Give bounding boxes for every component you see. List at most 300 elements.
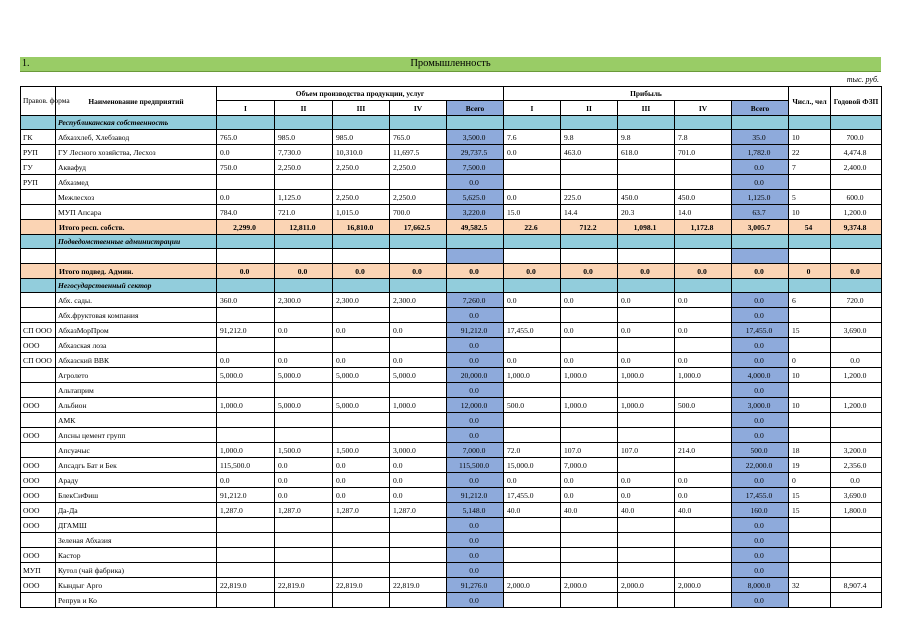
volume-q3-cell[interactable]: 10,310.0 <box>333 145 390 160</box>
profit-q1-cell[interactable]: 500.0 <box>504 398 561 413</box>
profit-q1-cell[interactable]: 0.0 <box>504 190 561 205</box>
volume-q3-cell[interactable] <box>333 428 390 443</box>
enterprise-name-cell[interactable]: Кутол (чай фабрика) <box>56 563 217 578</box>
profit-q3-cell[interactable] <box>618 413 675 428</box>
section-cell[interactable] <box>618 235 675 249</box>
volume-q2-cell[interactable] <box>275 175 333 190</box>
fzp-cell[interactable]: 1,200.0 <box>831 398 882 413</box>
profit-q1-cell[interactable]: 0.0 <box>504 293 561 308</box>
section-cell[interactable] <box>333 279 390 293</box>
fzp-cell[interactable]: 1,800.0 <box>831 503 882 518</box>
profit-q2-cell[interactable]: 0.0 <box>561 293 618 308</box>
profit-q3-cell[interactable] <box>618 458 675 473</box>
volume-q4-cell[interactable] <box>390 175 447 190</box>
fzp-cell[interactable] <box>831 428 882 443</box>
employees-cell[interactable]: 54 <box>789 220 831 235</box>
form-cell[interactable] <box>21 220 56 235</box>
empty-cell[interactable] <box>333 249 390 264</box>
profit-q4-cell[interactable]: 500.0 <box>675 398 732 413</box>
volume-q2-cell[interactable] <box>275 338 333 353</box>
volume-q3-cell[interactable] <box>333 338 390 353</box>
volume-q1-cell[interactable]: 91,212.0 <box>217 323 275 338</box>
fzp-cell[interactable] <box>831 383 882 398</box>
volume-q3-cell[interactable] <box>333 518 390 533</box>
volume-q4-cell[interactable]: 0.0 <box>390 473 447 488</box>
volume-total-cell[interactable]: 0.0 <box>447 473 504 488</box>
profit-q2-cell[interactable]: 0.0 <box>561 264 618 279</box>
profit-total-cell[interactable]: 3,000.0 <box>732 398 789 413</box>
profit-q4-cell[interactable]: 0.0 <box>675 353 732 368</box>
profit-q1-cell[interactable]: 17,455.0 <box>504 323 561 338</box>
profit-q2-cell[interactable]: 7,000.0 <box>561 458 618 473</box>
volume-q3-cell[interactable]: 0.0 <box>333 458 390 473</box>
employees-cell[interactable] <box>789 593 831 608</box>
profit-q3-cell[interactable] <box>618 428 675 443</box>
employees-cell[interactable] <box>789 518 831 533</box>
profit-q1-cell[interactable] <box>504 160 561 175</box>
volume-q3-cell[interactable]: 0.0 <box>333 323 390 338</box>
profit-q3-cell[interactable] <box>618 593 675 608</box>
volume-q1-cell[interactable] <box>217 308 275 323</box>
profit-total-cell[interactable]: 0.0 <box>732 383 789 398</box>
fzp-cell[interactable]: 0.0 <box>831 353 882 368</box>
profit-q4-cell[interactable] <box>675 428 732 443</box>
section-cell[interactable] <box>732 235 789 249</box>
fzp-cell[interactable] <box>831 533 882 548</box>
volume-total-cell[interactable]: 0.0 <box>447 548 504 563</box>
form-cell[interactable]: ООО <box>21 518 56 533</box>
profit-q1-cell[interactable]: 0.0 <box>504 473 561 488</box>
profit-q4-cell[interactable]: 450.0 <box>675 190 732 205</box>
volume-total-cell[interactable]: 5,625.0 <box>447 190 504 205</box>
volume-q2-cell[interactable]: 12,811.0 <box>275 220 333 235</box>
profit-total-cell[interactable]: 0.0 <box>732 473 789 488</box>
profit-q2-cell[interactable] <box>561 563 618 578</box>
volume-q1-cell[interactable] <box>217 383 275 398</box>
employees-cell[interactable]: 6 <box>789 293 831 308</box>
profit-q1-cell[interactable]: 40.0 <box>504 503 561 518</box>
volume-q4-cell[interactable] <box>390 383 447 398</box>
profit-total-cell[interactable]: 0.0 <box>732 563 789 578</box>
volume-q4-cell[interactable]: 5,000.0 <box>390 368 447 383</box>
profit-q4-cell[interactable]: 1,000.0 <box>675 368 732 383</box>
section-cell[interactable] <box>390 116 447 130</box>
fzp-cell[interactable] <box>831 518 882 533</box>
fzp-cell[interactable]: 720.0 <box>831 293 882 308</box>
volume-q1-cell[interactable]: 0.0 <box>217 145 275 160</box>
profit-total-cell[interactable]: 160.0 <box>732 503 789 518</box>
volume-q1-cell[interactable] <box>217 175 275 190</box>
volume-q2-cell[interactable]: 721.0 <box>275 205 333 220</box>
fzp-cell[interactable] <box>831 413 882 428</box>
profit-q2-cell[interactable]: 0.0 <box>561 323 618 338</box>
profit-q3-cell[interactable]: 0.0 <box>618 473 675 488</box>
volume-q2-cell[interactable]: 0.0 <box>275 323 333 338</box>
volume-q1-cell[interactable]: 91,212.0 <box>217 488 275 503</box>
profit-q2-cell[interactable]: 107.0 <box>561 443 618 458</box>
form-cell[interactable]: ООО <box>21 548 56 563</box>
section-cell[interactable] <box>504 279 561 293</box>
profit-q4-cell[interactable]: 7.8 <box>675 130 732 145</box>
volume-q3-cell[interactable]: 1,500.0 <box>333 443 390 458</box>
section-cell[interactable] <box>789 235 831 249</box>
employees-cell[interactable]: 18 <box>789 443 831 458</box>
profit-q2-cell[interactable]: 1,000.0 <box>561 398 618 413</box>
profit-q2-cell[interactable] <box>561 175 618 190</box>
form-cell[interactable]: ГУ <box>21 160 56 175</box>
employees-cell[interactable]: 0 <box>789 473 831 488</box>
form-cell[interactable]: ГК <box>21 130 56 145</box>
profit-q2-cell[interactable] <box>561 548 618 563</box>
profit-q3-cell[interactable] <box>618 160 675 175</box>
section-cell[interactable] <box>217 235 275 249</box>
profit-q2-cell[interactable]: 0.0 <box>561 473 618 488</box>
profit-q3-cell[interactable]: 40.0 <box>618 503 675 518</box>
enterprise-name-cell[interactable]: Абх.фруктовая компания <box>56 308 217 323</box>
form-cell[interactable] <box>21 443 56 458</box>
volume-q2-cell[interactable] <box>275 413 333 428</box>
volume-q1-cell[interactable]: 1,000.0 <box>217 443 275 458</box>
profit-q3-cell[interactable]: 20.3 <box>618 205 675 220</box>
employees-cell[interactable]: 10 <box>789 130 831 145</box>
volume-q2-cell[interactable]: 2,300.0 <box>275 293 333 308</box>
volume-q4-cell[interactable]: 2,300.0 <box>390 293 447 308</box>
volume-q4-cell[interactable] <box>390 563 447 578</box>
form-cell[interactable]: ООО <box>21 398 56 413</box>
volume-q1-cell[interactable]: 784.0 <box>217 205 275 220</box>
profit-total-cell[interactable]: 1,782.0 <box>732 145 789 160</box>
volume-q1-cell[interactable]: 0.0 <box>217 190 275 205</box>
form-cell[interactable] <box>21 593 56 608</box>
employees-cell[interactable]: 0 <box>789 353 831 368</box>
volume-q4-cell[interactable] <box>390 338 447 353</box>
profit-q1-cell[interactable]: 15,000.0 <box>504 458 561 473</box>
volume-q3-cell[interactable] <box>333 563 390 578</box>
section-cell[interactable] <box>675 235 732 249</box>
fzp-cell[interactable]: 8,907.4 <box>831 578 882 593</box>
employees-cell[interactable]: 22 <box>789 145 831 160</box>
profit-total-cell[interactable]: 0.0 <box>732 338 789 353</box>
enterprise-name-cell[interactable]: Зеленая Абхазия <box>56 533 217 548</box>
volume-q2-cell[interactable]: 985.0 <box>275 130 333 145</box>
volume-q3-cell[interactable]: 2,250.0 <box>333 160 390 175</box>
profit-q1-cell[interactable]: 15.0 <box>504 205 561 220</box>
volume-q3-cell[interactable] <box>333 383 390 398</box>
profit-q4-cell[interactable] <box>675 593 732 608</box>
profit-q3-cell[interactable] <box>618 548 675 563</box>
volume-q3-cell[interactable] <box>333 548 390 563</box>
profit-q2-cell[interactable] <box>561 518 618 533</box>
form-cell[interactable]: ООО <box>21 488 56 503</box>
profit-q4-cell[interactable] <box>675 533 732 548</box>
section-form-cell[interactable] <box>21 235 56 249</box>
volume-q2-cell[interactable]: 0.0 <box>275 353 333 368</box>
section-cell[interactable] <box>618 116 675 130</box>
volume-total-cell[interactable]: 0.0 <box>447 308 504 323</box>
volume-q2-cell[interactable] <box>275 563 333 578</box>
profit-total-cell[interactable]: 500.0 <box>732 443 789 458</box>
employees-cell[interactable]: 15 <box>789 323 831 338</box>
section-cell[interactable] <box>217 279 275 293</box>
profit-q4-cell[interactable] <box>675 518 732 533</box>
profit-q1-cell[interactable]: 2,000.0 <box>504 578 561 593</box>
volume-total-cell[interactable]: 0.0 <box>447 428 504 443</box>
volume-q4-cell[interactable] <box>390 413 447 428</box>
form-cell[interactable] <box>21 533 56 548</box>
volume-total-cell[interactable]: 0.0 <box>447 563 504 578</box>
form-cell[interactable]: ООО <box>21 503 56 518</box>
employees-cell[interactable]: 15 <box>789 503 831 518</box>
volume-q2-cell[interactable] <box>275 428 333 443</box>
volume-q1-cell[interactable]: 22,819.0 <box>217 578 275 593</box>
enterprise-name-cell[interactable]: Агролето <box>56 368 217 383</box>
volume-total-cell[interactable]: 20,000.0 <box>447 368 504 383</box>
enterprise-name-cell[interactable]: Альбион <box>56 398 217 413</box>
volume-q2-cell[interactable]: 5,000.0 <box>275 398 333 413</box>
volume-q4-cell[interactable] <box>390 548 447 563</box>
profit-q3-cell[interactable]: 0.0 <box>618 293 675 308</box>
profit-q3-cell[interactable]: 618.0 <box>618 145 675 160</box>
profit-q4-cell[interactable]: 0.0 <box>675 264 732 279</box>
volume-q1-cell[interactable] <box>217 563 275 578</box>
form-cell[interactable] <box>21 308 56 323</box>
profit-total-cell[interactable]: 63.7 <box>732 205 789 220</box>
empty-cell[interactable] <box>789 249 831 264</box>
profit-q4-cell[interactable] <box>675 308 732 323</box>
volume-q2-cell[interactable]: 0.0 <box>275 488 333 503</box>
empty-cell[interactable] <box>504 249 561 264</box>
profit-q2-cell[interactable]: 225.0 <box>561 190 618 205</box>
profit-q1-cell[interactable] <box>504 175 561 190</box>
profit-q1-cell[interactable] <box>504 413 561 428</box>
fzp-cell[interactable]: 2,356.0 <box>831 458 882 473</box>
form-cell[interactable]: СП ООО <box>21 353 56 368</box>
volume-q1-cell[interactable]: 1,287.0 <box>217 503 275 518</box>
section-cell[interactable] <box>333 116 390 130</box>
empty-cell[interactable] <box>447 249 504 264</box>
profit-q1-cell[interactable]: 0.0 <box>504 264 561 279</box>
volume-q3-cell[interactable]: 22,819.0 <box>333 578 390 593</box>
profit-q2-cell[interactable] <box>561 308 618 323</box>
volume-total-cell[interactable]: 0.0 <box>447 264 504 279</box>
profit-q4-cell[interactable]: 0.0 <box>675 488 732 503</box>
section-cell[interactable] <box>390 279 447 293</box>
volume-q1-cell[interactable]: 360.0 <box>217 293 275 308</box>
volume-q3-cell[interactable]: 0.0 <box>333 473 390 488</box>
volume-q4-cell[interactable] <box>390 593 447 608</box>
volume-q2-cell[interactable]: 1,125.0 <box>275 190 333 205</box>
employees-cell[interactable] <box>789 548 831 563</box>
enterprise-name-cell[interactable]: ДГАМШ <box>56 518 217 533</box>
volume-q4-cell[interactable]: 17,662.5 <box>390 220 447 235</box>
enterprise-name-cell[interactable]: БлекСиФиш <box>56 488 217 503</box>
fzp-cell[interactable]: 3,690.0 <box>831 488 882 503</box>
volume-q3-cell[interactable]: 5,000.0 <box>333 398 390 413</box>
empty-cell[interactable] <box>675 249 732 264</box>
profit-total-cell[interactable]: 0.0 <box>732 175 789 190</box>
volume-total-cell[interactable]: 5,148.0 <box>447 503 504 518</box>
section-cell[interactable] <box>217 116 275 130</box>
profit-q2-cell[interactable] <box>561 383 618 398</box>
employees-cell[interactable]: 32 <box>789 578 831 593</box>
profit-q1-cell[interactable] <box>504 548 561 563</box>
volume-q1-cell[interactable] <box>217 428 275 443</box>
profit-q1-cell[interactable] <box>504 338 561 353</box>
employees-cell[interactable]: 10 <box>789 398 831 413</box>
volume-q2-cell[interactable]: 1,500.0 <box>275 443 333 458</box>
profit-q4-cell[interactable]: 14.0 <box>675 205 732 220</box>
employees-cell[interactable]: 7 <box>789 160 831 175</box>
volume-q3-cell[interactable]: 16,810.0 <box>333 220 390 235</box>
profit-q3-cell[interactable]: 0.0 <box>618 353 675 368</box>
profit-total-cell[interactable]: 0.0 <box>732 548 789 563</box>
section-cell[interactable] <box>732 116 789 130</box>
profit-q3-cell[interactable] <box>618 563 675 578</box>
fzp-cell[interactable] <box>831 563 882 578</box>
volume-q2-cell[interactable] <box>275 308 333 323</box>
employees-cell[interactable]: 5 <box>789 190 831 205</box>
section-cell[interactable] <box>561 279 618 293</box>
enterprise-name-cell[interactable]: Араду <box>56 473 217 488</box>
profit-q1-cell[interactable] <box>504 563 561 578</box>
enterprise-name-cell[interactable]: АМК <box>56 413 217 428</box>
volume-q1-cell[interactable]: 115,500.0 <box>217 458 275 473</box>
volume-q4-cell[interactable]: 2,250.0 <box>390 190 447 205</box>
profit-q1-cell[interactable] <box>504 428 561 443</box>
enterprise-name-cell[interactable]: ГУ Лесного хозяйства, Лесхоз <box>56 145 217 160</box>
employees-cell[interactable] <box>789 533 831 548</box>
profit-q2-cell[interactable]: 0.0 <box>561 353 618 368</box>
profit-q4-cell[interactable] <box>675 563 732 578</box>
profit-q1-cell[interactable] <box>504 593 561 608</box>
profit-q2-cell[interactable] <box>561 428 618 443</box>
profit-total-cell[interactable]: 8,000.0 <box>732 578 789 593</box>
enterprise-name-cell[interactable]: Апсадгь Бат и Бек <box>56 458 217 473</box>
fzp-cell[interactable]: 4,474.8 <box>831 145 882 160</box>
volume-q1-cell[interactable] <box>217 548 275 563</box>
form-cell[interactable]: ООО <box>21 428 56 443</box>
profit-q1-cell[interactable]: 72.0 <box>504 443 561 458</box>
volume-total-cell[interactable]: 3,500.0 <box>447 130 504 145</box>
volume-q3-cell[interactable]: 5,000.0 <box>333 368 390 383</box>
form-cell[interactable] <box>21 205 56 220</box>
profit-q3-cell[interactable]: 1,098.1 <box>618 220 675 235</box>
volume-q4-cell[interactable]: 22,819.0 <box>390 578 447 593</box>
form-cell[interactable]: МУП <box>21 563 56 578</box>
volume-q3-cell[interactable]: 0.0 <box>333 353 390 368</box>
profit-q2-cell[interactable]: 14.4 <box>561 205 618 220</box>
enterprise-name-cell[interactable]: Репрув и Ко <box>56 593 217 608</box>
profit-total-cell[interactable]: 22,000.0 <box>732 458 789 473</box>
enterprise-name-cell[interactable]: Кастор <box>56 548 217 563</box>
volume-q3-cell[interactable] <box>333 175 390 190</box>
section-label[interactable]: Подведомственные администрации <box>56 235 217 249</box>
profit-q4-cell[interactable] <box>675 175 732 190</box>
fzp-cell[interactable] <box>831 593 882 608</box>
profit-q2-cell[interactable]: 1,000.0 <box>561 368 618 383</box>
volume-total-cell[interactable]: 49,582.5 <box>447 220 504 235</box>
profit-q3-cell[interactable]: 450.0 <box>618 190 675 205</box>
section-cell[interactable] <box>789 116 831 130</box>
volume-q2-cell[interactable] <box>275 533 333 548</box>
enterprise-name-cell[interactable]: МУП Апсара <box>56 205 217 220</box>
profit-total-cell[interactable]: 0.0 <box>732 593 789 608</box>
volume-q2-cell[interactable]: 0.0 <box>275 264 333 279</box>
volume-q4-cell[interactable]: 2,250.0 <box>390 160 447 175</box>
fzp-cell[interactable] <box>831 338 882 353</box>
volume-q3-cell[interactable] <box>333 533 390 548</box>
profit-q2-cell[interactable]: 9.8 <box>561 130 618 145</box>
enterprise-name-cell[interactable]: Кындыг Арго <box>56 578 217 593</box>
volume-q4-cell[interactable]: 0.0 <box>390 488 447 503</box>
fzp-cell[interactable]: 700.0 <box>831 130 882 145</box>
empty-cell[interactable] <box>561 249 618 264</box>
volume-q1-cell[interactable]: 0.0 <box>217 473 275 488</box>
empty-cell[interactable] <box>217 249 275 264</box>
volume-q2-cell[interactable] <box>275 518 333 533</box>
employees-cell[interactable] <box>789 308 831 323</box>
fzp-cell[interactable]: 1,200.0 <box>831 205 882 220</box>
section-cell[interactable] <box>333 235 390 249</box>
form-cell[interactable]: ООО <box>21 458 56 473</box>
volume-q1-cell[interactable]: 750.0 <box>217 160 275 175</box>
form-cell[interactable]: РУП <box>21 175 56 190</box>
profit-q2-cell[interactable]: 0.0 <box>561 488 618 503</box>
profit-q3-cell[interactable]: 2,000.0 <box>618 578 675 593</box>
volume-total-cell[interactable]: 7,000.0 <box>447 443 504 458</box>
profit-q1-cell[interactable]: 22.6 <box>504 220 561 235</box>
volume-q3-cell[interactable] <box>333 308 390 323</box>
volume-total-cell[interactable]: 7,260.0 <box>447 293 504 308</box>
section-cell[interactable] <box>789 279 831 293</box>
volume-total-cell[interactable]: 29,737.5 <box>447 145 504 160</box>
section-cell[interactable] <box>275 279 333 293</box>
employees-cell[interactable]: 15 <box>789 488 831 503</box>
profit-q3-cell[interactable]: 0.0 <box>618 488 675 503</box>
profit-q4-cell[interactable]: 214.0 <box>675 443 732 458</box>
profit-q4-cell[interactable]: 0.0 <box>675 293 732 308</box>
fzp-cell[interactable]: 2,400.0 <box>831 160 882 175</box>
profit-total-cell[interactable]: 17,455.0 <box>732 323 789 338</box>
profit-q3-cell[interactable] <box>618 533 675 548</box>
volume-q3-cell[interactable]: 2,250.0 <box>333 190 390 205</box>
empty-cell[interactable] <box>732 249 789 264</box>
profit-total-cell[interactable]: 1,125.0 <box>732 190 789 205</box>
profit-q1-cell[interactable] <box>504 533 561 548</box>
section-cell[interactable] <box>831 235 882 249</box>
section-form-cell[interactable] <box>21 279 56 293</box>
enterprise-name-cell[interactable]: Межлесхоз <box>56 190 217 205</box>
profit-q3-cell[interactable] <box>618 518 675 533</box>
volume-q1-cell[interactable]: 0.0 <box>217 353 275 368</box>
enterprise-name-cell[interactable]: Абхазхлеб, Хлебзавод <box>56 130 217 145</box>
profit-total-cell[interactable]: 0.0 <box>732 293 789 308</box>
enterprise-name-cell[interactable]: Абхазский ВВК <box>56 353 217 368</box>
fzp-cell[interactable]: 1,200.0 <box>831 368 882 383</box>
enterprise-name-cell[interactable]: Апсны цемент групп <box>56 428 217 443</box>
profit-total-cell[interactable]: 0.0 <box>732 308 789 323</box>
profit-q3-cell[interactable]: 9.8 <box>618 130 675 145</box>
profit-q1-cell[interactable] <box>504 518 561 533</box>
fzp-cell[interactable] <box>831 175 882 190</box>
profit-total-cell[interactable]: 0.0 <box>732 428 789 443</box>
volume-q2-cell[interactable]: 0.0 <box>275 473 333 488</box>
employees-cell[interactable] <box>789 428 831 443</box>
volume-q3-cell[interactable] <box>333 593 390 608</box>
volume-total-cell[interactable]: 0.0 <box>447 353 504 368</box>
profit-q4-cell[interactable]: 0.0 <box>675 473 732 488</box>
volume-total-cell[interactable]: 12,000.0 <box>447 398 504 413</box>
